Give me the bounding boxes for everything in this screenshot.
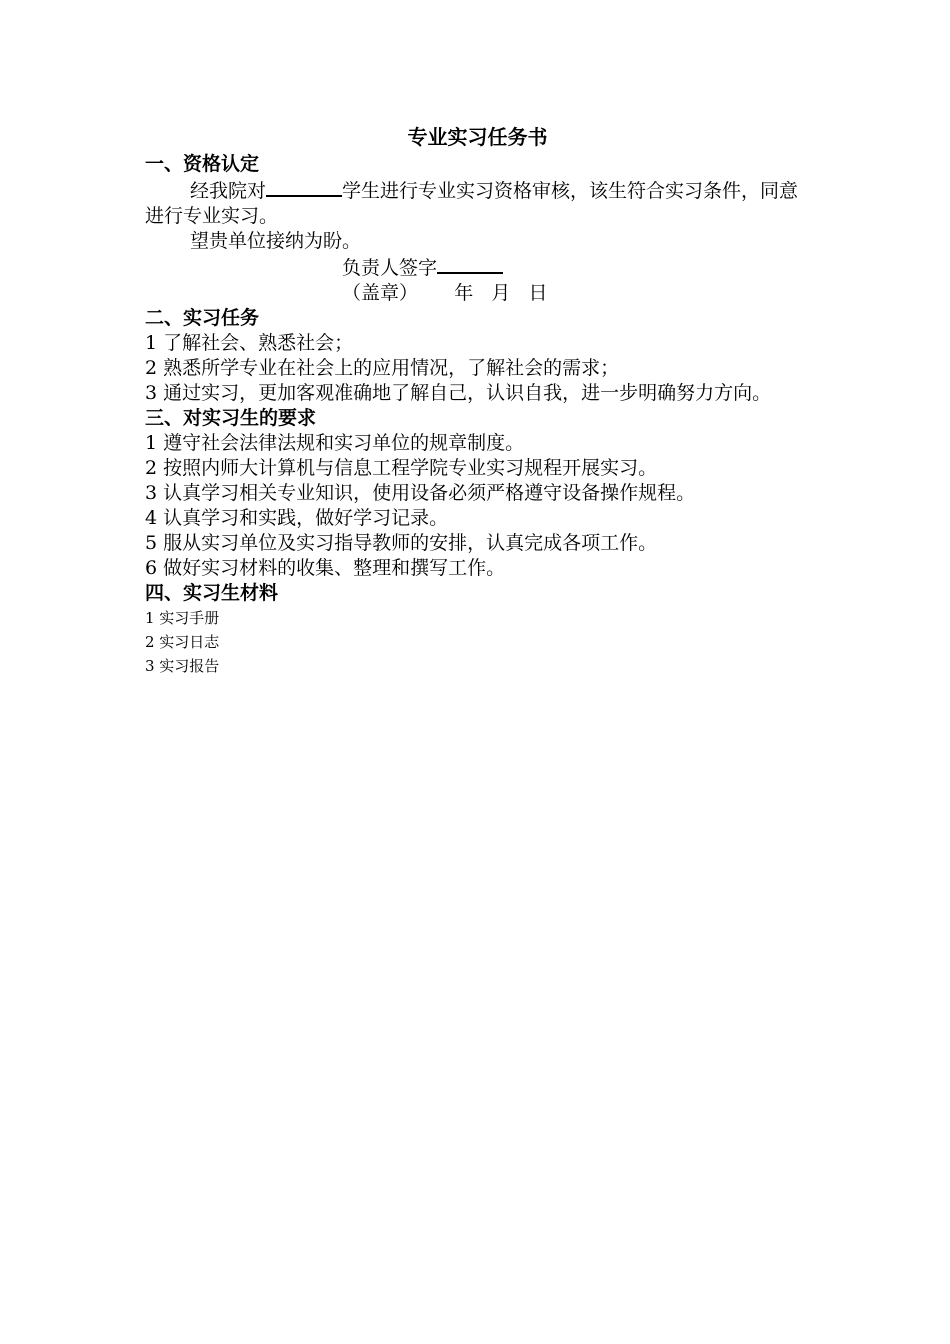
- section-qualification: [145, 152, 810, 306]
- materials-list: [145, 606, 810, 678]
- section-requirements: [145, 406, 810, 581]
- list-item: 6 做好实习材料的收集、整理和撰写工作。: [145, 557, 506, 579]
- section-heading-materials: 四、实习生材料: [145, 582, 279, 604]
- list-item: 1 实习手册: [145, 609, 220, 627]
- signature-blank[interactable]: [437, 254, 503, 274]
- qualification-prefix: 经我院对: [190, 180, 267, 202]
- list-item: 4 认真学习和实践，做好学习记录。: [145, 507, 449, 529]
- section-materials: [145, 581, 810, 678]
- list-item: 1 了解社会、熟悉社会；: [145, 332, 354, 354]
- date-text: 年 月 日: [454, 282, 548, 304]
- list-item: 1 遵守社会法律法规和实习单位的规章制度。: [145, 432, 525, 454]
- student-name-blank[interactable]: [266, 177, 342, 197]
- list-item: 2 实习日志: [145, 633, 220, 651]
- section-heading-requirements: 三、对实习生的要求: [145, 407, 317, 429]
- tasks-list: [145, 331, 810, 406]
- qualification-paragraph: [145, 177, 810, 229]
- section-heading-tasks: 二、实习任务: [145, 307, 260, 329]
- list-item: 2 按照内师大计算机与信息工程学院专业实习规程开展实习。: [145, 457, 658, 479]
- section-tasks: [145, 306, 810, 406]
- list-item: 3 实习报告: [145, 657, 220, 675]
- requirements-list: [145, 431, 810, 581]
- list-item: 3 认真学习相关专业知识，使用设备必须严格遵守设备操作规程。: [145, 482, 696, 504]
- document-title: 专业实习任务书: [407, 125, 548, 149]
- acceptance-paragraph: 望贵单位接纳为盼。: [190, 230, 362, 252]
- list-item: 2 熟悉所学专业在社会上的应用情况，了解社会的需求；: [145, 357, 620, 379]
- qualification-suffix: 学生进行专业实习资格审核，该生符合实习条件，同意进行专业实习。: [145, 180, 799, 227]
- signature-line: [145, 254, 810, 281]
- document-page: [145, 122, 810, 678]
- list-item: 5 服从实习单位及实习指导教师的安排，认真完成各项工作。: [145, 532, 658, 554]
- section-heading-qualification: 一、资格认定: [145, 153, 260, 175]
- signature-label: 负责人签字: [342, 257, 438, 279]
- stamp-date-line: [145, 281, 810, 306]
- stamp-label: （盖章）: [342, 282, 419, 304]
- list-item: 3 通过实习，更加客观准确地了解自己，认识自我，进一步明确努力方向。: [145, 382, 772, 404]
